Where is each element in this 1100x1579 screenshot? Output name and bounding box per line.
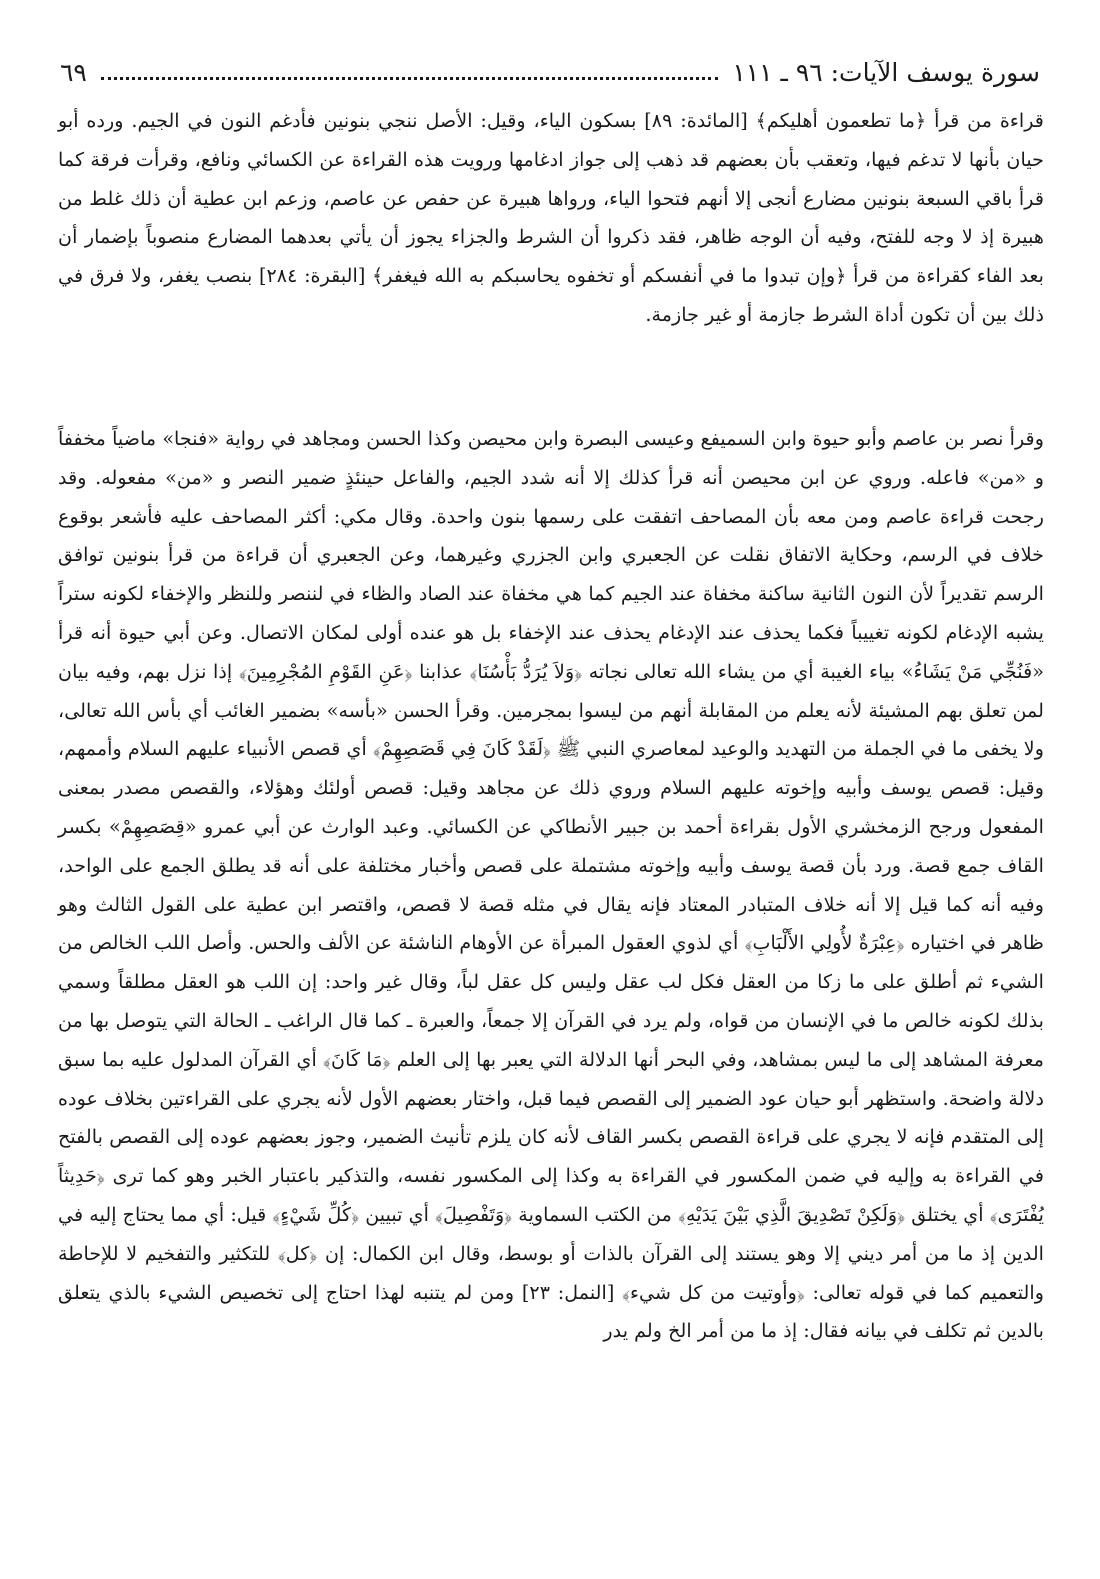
page-number: ٦٩ (60, 57, 87, 87)
running-header (60, 52, 1040, 92)
leader-dots (101, 77, 718, 80)
paragraph-1: قراءة من قرأ ﴿ما تطعمون أهليكم﴾ [المائدة: ٨٩] بسكون الياء، وقيل: الأصل ننجي بنونين فأدغم النون في الجيم. ورده أبو حيان بأنها لا تدغم فيها، وتعقب بأن بعضهم قد ذهب إلى جواز ادغامها ورويت هذه القراءة عن الكسائي ونافع، وقرأت فرقة كما قرأ باقي السبعة بنونين مضارع أنجى إلا أنهم فتحوا الياء، ورواها هبيرة عن حفص عن عاصم، وزعم ابن عطية أن ذلك غلط من هبيرة إذ لا وجه للفتح، وفيه أن الوجه ظاهر، فقد ذكروا أن الشرط والجزاء يجوز أن يأتي بعدهما المضارع منصوباً بإضمار أن بعد الفاء كقراءة من قرأ ﴿وإن تبدوا ما في أنفسكم أو تخفوه يحاسبكم به الله فيغفر﴾ [البقرة: ٢٨٤] بنصب يغفر، ولا فرق في ذلك بين أن تكون أداة الشرط جازمة أو غير جازمة. (58, 109, 1044, 326)
surah-title: سورة يوسف الآيات: ٩٦ ـ ١١١ (732, 57, 1040, 87)
paragraph-2: وقرأ نصر بن عاصم وأبو حيوة وابن السميفع وعيسى البصرة وابن محيصن وكذا الحسن ومجاهد في رواية «فنجا» ماضياً مخففاً و «من» فاعله. وروي عن ابن محيصن أنه قرأ كذلك إلا أنه شدد الجيم، والفاعل حينئذٍ ضمير النصر و «من» مفعوله. وقد رجحت قراءة عاصم ومن معه بأن المصاحف اتفقت على رسمها بنون واحدة. وقال مكي: أكثر المصاحف عليه فأشعر بوقوع خلاف في الرسم، وحكاية الاتفاق نقلت عن الجعبري وابن الجزري وغيرهما، وعن الجعبري أن قراءة من قرأ بنونين توافق الرسم تقديراً لأن النون الثانية ساكنة مخفاة عند الجيم كما هي مخفاة عند الصاد والظاء في لننصر وللنظر والإخفاء لكونه ستراً يشبه الإدغام لكونه تغييباً فكما يحذف عند الإدغام يحذف عند الإخفاء بل هو عنده أولى لمكان الاتصال. وعن أبي حيوة أنه قرأ «فَنُجِّي مَنْ يَشَاءُ» بياء الغيبة أي من يشاء الله تعالى نجاته ﴿وَلاَ يُرَدُّ بَأْسُنَا﴾ عذابنا ﴿عَنِ القَوْمِ المُجْرِمِينَ﴾ إذا نزل بهم، وفيه بيان لمن تعلق بهم المشيئة لأنه يعلم من المقابلة أنهم من ليسوا بمجرمين. وقرأ الحسن «بأسه» بضمير الغائب أي بأس الله تعالى، ولا يخفى ما في الجملة من التهديد والوعيد لمعاصري النبي ﷺ ﴿لَقَدْ كَانَ فِي قَصَصِهِمْ﴾ أي قصص الأنبياء عليهم السلام وأممهم، وقيل: قصص يوسف وأبيه وإخوته عليهم السلام وروي ذلك عن مجاهد وقيل: قصص أولئك وهؤلاء، والقصص مصدر بمعنى المفعول ورجح الزمخشري الأول بقراءة أحمد بن جبير الأنطاكي عن الكسائي. وعبد الوارث عن أبي عمرو «قِصَصِهِمْ» بكسر القاف جمع قصة. ورد بأن قصة يوسف وأبيه وإخوته مشتملة على قصص وأخبار مختلفة على أنه قد يطلق الجمع على الواحد، وفيه أنه كما قيل إلا أنه خلاف المتبادر المعتاد فإنه يقال في مثله قصة لا قصص، واقتصر ابن عطية على القول الثالث وهو ظاهر في اختياره ﴿عِبْرَةٌ لأُولِي الأَلْبَابِ﴾ أي لذوي العقول المبرأة عن الأوهام الناشئة عن الألف والحس. وأصل اللب الخالص من الشيء ثم أطلق على ما زكا من العقل فكل لب عقل وليس كل عقل لباً، وقال غير واحد: إن اللب هو العقل مطلقاً وسمي بذلك لكونه خالص ما في الإنسان من قواه، ولم يرد في القرآن إلا جمعاً، والعبرة ـ كما قال الراغب ـ الحالة التي يتوصل بها من معرفة المشاهد إلى ما ليس بمشاهد، وفي البحر أنها الدلالة التي يعبر بها إلى العلم ﴿مَا كَانَ﴾ أي القرآن المدلول عليه بما سبق دلالة واضحة. واستظهر أبو حيان عود الضمير إلى القصص فيما قبل، واختار بعضهم الأول لأنه يجري على القراءتين بخلاف عوده إلى المتقدم فإنه لا يجري على قراءة القصص بكسر القاف لأنه كان يلزم تأنيث الضمير، وجوز بعضهم عوده إلى القصص بالفتح في القراءة به وإليه في ضمن المكسور في القراءة به وكذا إلى المكسور نفسه، والتذكير باعتبار الخبر وهو كما ترى ﴿حَدِيثاً يُفْتَرَى﴾ أي يختلق ﴿وَلَكِنْ تَصْدِيقَ الَّذِي بَيْنَ يَدَيْهِ﴾ من الكتب السماوية ﴿وَتَفْصِيلَ﴾ أي تبيين ﴿كُلِّ شَيْءٍ﴾ قيل: أي مما يحتاج إليه في الدين إذ ما من أمر ديني إلا وهو يستند إلى القرآن بالذات أو بوسط، وقال ابن الكمال: إن ﴿كل﴾ للتكثير والتفخيم لا للإحاطة والتعميم كما في قوله تعالى: ﴿وأوتيت من كل شيء﴾ [النمل: ٢٣] ومن لم يتنبه لهذا احتاج إلى تخصيص الشيء بالذي يتعلق بالدين ثم تكلف في بيانه فقال: إذ ما من أمر الخ ولم يدر (58, 427, 1044, 1343)
